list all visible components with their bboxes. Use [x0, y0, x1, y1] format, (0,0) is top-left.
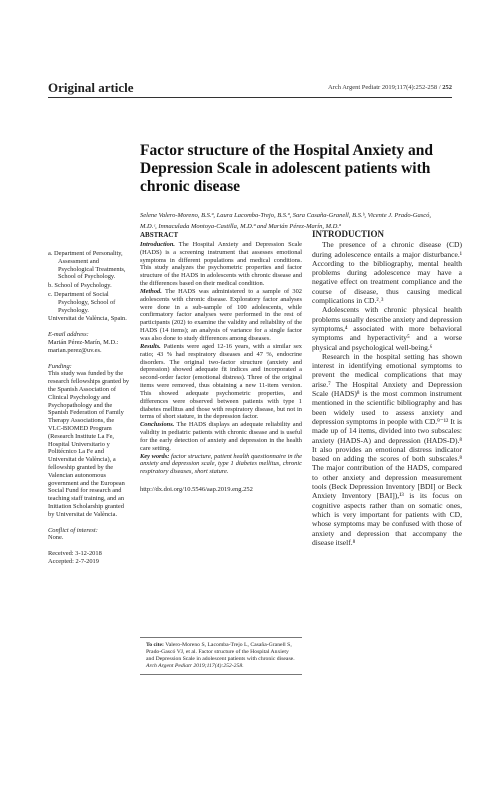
- method-text: The HADS was administered to a sample of 302 adolescents with chronic disease. Exploratory factor analyses were done in a sub-sample of 100 adolescents, while confirmatory factor analyses were performed in the rest of participants (202) to examine the validity and reliability of the HADS (14 items); an analysis of variance for a single factor was also done to study differences among diseases.: [140, 287, 302, 342]
- received-date: Received: 3-12-2018: [48, 550, 102, 558]
- email-label: E-mail address:: [48, 331, 89, 339]
- citation-box: [140, 637, 302, 675]
- keywords-text: factor structure, patient health questionnaire in the anxiety and depression scale, type 1 diabetes mellitus, chronic respiratory diseases, short stature.: [140, 452, 302, 476]
- results-text: Patients were aged 12-16 years, with a similar sex ratio; 43 % had respiratory diseases and 47 %, endocrine disorders. The original two-factor structure (anxiety and depression) showed adequate fit indices and incorporated a second-order factor (emotional distress). Three of the original items were removed, thus obtaining a new 11-item version. This showed adequate psychometric properties, and differences were observed between patients with type 1 diabetes mellitus and those with respiratory disease, but not in terms of short stature, in the depression factor.: [140, 342, 303, 421]
- email-block: [48, 331, 130, 354]
- introduction-paragraph-2: Adolescents with chronic physical health problems usually describe anxiety and depression symptoms,⁴ associated with more behavioral symptoms and hyperactivity⁵ and a worse physical and psychological well-being.⁶: [312, 305, 462, 352]
- journal-citation: Arch Argent Pediatr 2019;117(4):252-258: [327, 84, 438, 91]
- abstract-introduction: [140, 241, 302, 288]
- doi-link[interactable]: http://dx.doi.org/10.5546/aap.2019.eng.252: [140, 486, 253, 494]
- abstract-method: [140, 288, 302, 343]
- abstract: [140, 232, 302, 494]
- introduction-text: The Hospital Anxiety and Depression Scale (HADS) is a screening instrument that assesses emotional symptoms in different populations and medical conditions. This study analyzes the psychometric properties and factor structure of the HADS in adolescents with chronic disease and the differences based on their medical condition.: [140, 240, 303, 288]
- accepted-date: Accepted: 2-7-2019: [48, 557, 99, 565]
- funding-block: [48, 363, 130, 519]
- conclusions-label: Conclusions.: [140, 421, 175, 429]
- keywords-label: Key words:: [140, 452, 170, 460]
- results-label: Results.: [140, 342, 161, 350]
- abstract-conclusions: [140, 421, 302, 452]
- section-label: Original article: [48, 80, 134, 95]
- introduction-paragraph-1: The presence of a chronic disease (CD) during adolescence entails a major disturbance.¹ According to the bibliography, mental health problems during adolescence may have a negative effect on treatment compliance and the course of disease, thus causing medical complications in CD.²˒³: [312, 240, 462, 306]
- introduction-paragraph-3: Research in the hospital setting has shown interest in identifying emotional symptoms to prevent the medical complications that may arise.⁷ The Hospital Anxiety and Depression Scale (HADS)⁸ is the most common instrument mentioned in the scientific bibliography and has been widely used to assess anxiety and depression symptoms in people with CD.⁹⁻¹² It is made up of 14 items, divided into two subscales: anxiety (HADS-A) and depression (HADS-D).⁸ It also provides an emotional distress indicator based on adding the scores of both subscales.⁸ The major contribution of the HADS, compared to other anxiety and depression measurement tools (Beck Depression Inventory [BDI] or Beck Anxiety Inventory [BAI]),¹³ is its focus on cognitive aspects rather than on somatic ones, which is very important for patients with CD, whose symptoms may be confused with those of anxiety and depression that accompany the disease itself.⁸: [312, 351, 462, 547]
- funding-text: This study was funded by the research fellowships granted by the Spanish Association of Clinical Psychology and Psychopathology and the Spanish Federation of Family Therapy Associations, the VLC-BIOMED Program (Research Institute La Fe, Hospital Universitario y Politécnico La Fe and Universitat de València), a fellowship granted by the Valencian autonomous government and the European Social Fund for research and teaching staff training, and an Initiation Scholarship granted by Universitat de València.: [48, 370, 130, 518]
- funding-label: Funding:: [48, 362, 72, 370]
- affiliation-a: a. Department of Personality, Assessment and Psychological Treatments, School of Psychology.: [48, 250, 126, 281]
- university: Universitat de València, Spain.: [48, 315, 127, 323]
- affiliation-c: c. Department of Social Psychology, School of Psychology.: [48, 290, 116, 314]
- abstract-heading: ABSTRACT: [140, 231, 179, 239]
- dates-block: [48, 550, 130, 566]
- conflict-label: Conflict of interest:: [48, 526, 98, 534]
- cite-label: To cite:: [146, 642, 164, 648]
- conclusions-text: The HADS displays an adequate reliability and validity in pediatric patients with chronic disease and is useful for the early detection of anxiety and depression in the health care setting.: [140, 421, 302, 452]
- journal-citation-header: [328, 84, 452, 91]
- introduction-label: Introduction.: [140, 240, 175, 248]
- abstract-results: [140, 343, 302, 421]
- cite-journal: Arch Argent Pediatr 2019;117(4):252-258.: [146, 663, 244, 669]
- sidebar: [48, 250, 130, 566]
- abstract-keywords: [140, 453, 302, 477]
- author-list: Selene Valero-Moreno, B.S.ª, Laura Lacomba-Trejo, B.S.ª, Sara Casaña-Granell, B.S.ᵇ, Vicente J. Prado-Gascó, M.D.ᶜ, Inmaculada Montoya-Castilla, M.D.ª and Marián Pérez-Marín, M.D.ª: [140, 212, 431, 230]
- article-title: Factor structure of the Hospital Anxiety and Depression Scale in adolescent patients with chronic disease: [140, 142, 434, 195]
- page-number: 252: [442, 84, 452, 91]
- affiliation-b: b. School of Psychology.: [48, 282, 112, 290]
- citation-separator: /: [437, 84, 443, 91]
- introduction-heading: INTRODUCTION: [312, 229, 385, 239]
- conflict-text: None.: [48, 534, 64, 542]
- cite-text: Valero-Moreno S, Lacomba-Trejo L, Casaña-Granell S, Prado-Gascó VJ, et al. Factor structure of the Hospital Anxiety and Depression Scale in adolescent patients with chronic disease.: [146, 642, 295, 662]
- header-rule: [48, 97, 452, 98]
- introduction: [312, 230, 462, 547]
- email-address[interactable]: Marián Pérez-Marín, M.D.: marian.perez@uv.es.: [48, 338, 119, 354]
- method-label: Method.: [140, 287, 162, 295]
- conflict-block: [48, 527, 130, 543]
